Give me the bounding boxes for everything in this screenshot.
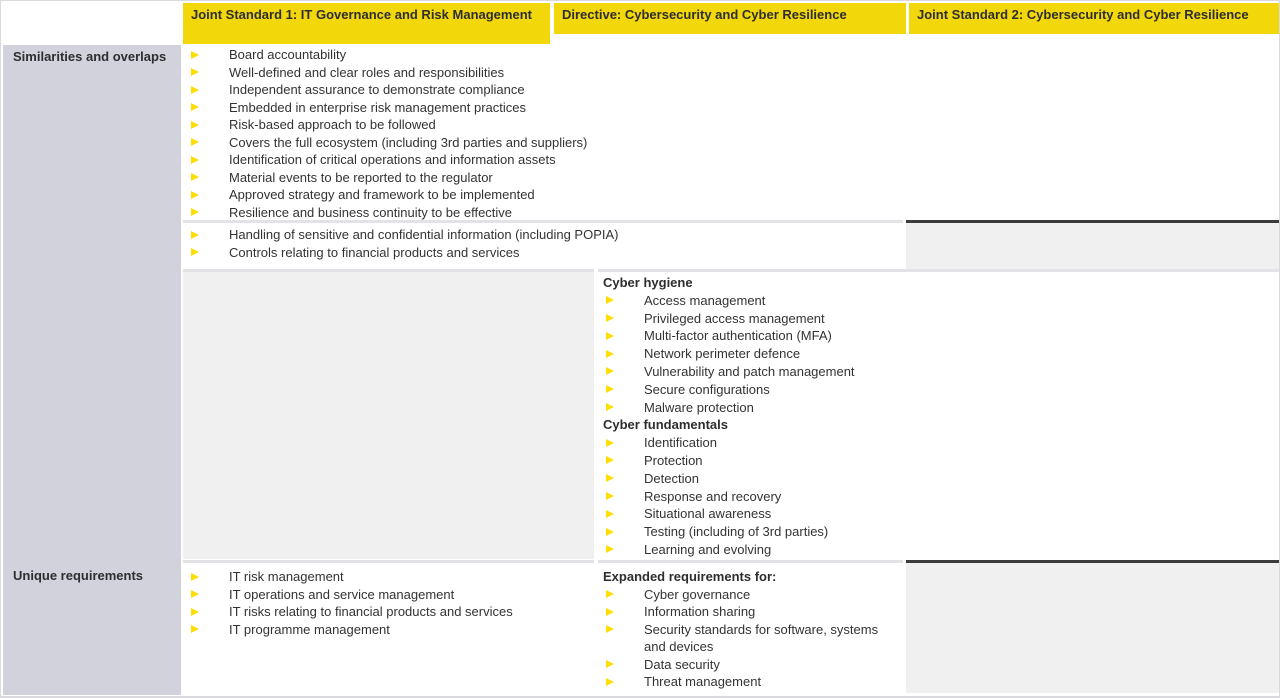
list-item-label: Embedded in enterprise risk management practices (229, 99, 526, 115)
list-item (183, 134, 1279, 152)
list-item (183, 99, 1279, 117)
list-item (598, 488, 1279, 506)
list-item (598, 586, 903, 604)
list-item (183, 81, 1279, 99)
list-item (183, 621, 594, 639)
list-subheading (598, 416, 1279, 434)
list-item-label: Threat management (644, 674, 762, 689)
list-subheading (598, 274, 1279, 292)
list-item-label: IT operations and service management (229, 586, 455, 602)
list-item-label: Data security (644, 656, 720, 672)
bullet-triangle-icon (191, 173, 199, 181)
bullet-triangle-icon (606, 367, 614, 375)
list-item-label: Learning and evolving (644, 541, 772, 557)
list-item-label: Well-defined and clear roles and responsibilities (229, 64, 505, 80)
bullet-triangle-icon (606, 545, 614, 553)
cell-directive-requirements (598, 269, 1279, 559)
list-item (183, 151, 1279, 169)
bullet-triangle-icon (191, 138, 199, 146)
bullet-triangle-icon (191, 208, 199, 216)
list-item (183, 586, 594, 604)
row-label-column (3, 45, 181, 695)
list-item-label: Cyber governance (644, 586, 751, 602)
list-item (598, 523, 1279, 541)
list-item-label: Vulnerability and patch management (644, 363, 855, 379)
bullet-triangle-icon (606, 332, 614, 340)
bullet-triangle-icon (191, 231, 199, 239)
bullet-triangle-icon (606, 678, 614, 686)
bullet-triangle-icon (191, 590, 199, 598)
list-item (598, 345, 1279, 363)
cell-empty-joint-standard-2-unique (906, 560, 1279, 693)
list-item-label: Protection (644, 452, 703, 468)
bullet-triangle-icon (606, 385, 614, 393)
row-label-similarities-and-overlaps: Similarities and overlaps (13, 49, 167, 64)
bullet-triangle-icon (606, 510, 614, 518)
list-item (598, 292, 1279, 310)
list-item (598, 452, 1279, 470)
cell-empty-joint-standard-1 (183, 269, 594, 559)
list-item (598, 470, 1279, 488)
list-item (598, 656, 903, 674)
bullet-triangle-icon (191, 51, 199, 59)
bullet-triangle-icon (606, 474, 614, 482)
list-item (598, 603, 903, 621)
list-item (183, 568, 594, 586)
bullet-triangle-icon (606, 660, 614, 668)
bullet-triangle-icon (191, 573, 199, 581)
bullet-triangle-icon (191, 68, 199, 76)
list-item (183, 204, 1279, 221)
list-item-label: Material events to be reported to the regulator (229, 169, 493, 185)
list-item (598, 381, 1279, 399)
list-item (183, 186, 1279, 204)
list-item (183, 226, 903, 244)
list-item-label: Network perimeter defence (644, 346, 801, 362)
bullet-triangle-icon (191, 248, 199, 256)
list-item (598, 541, 1279, 559)
header-cell-directive: Directive: Cybersecurity and Cyber Resilience (554, 3, 906, 34)
list-item-label: IT risk management (229, 569, 344, 584)
bullet-triangle-icon (606, 314, 614, 322)
list-item-label: Risk-based approach to be followed (229, 117, 436, 132)
list-subheading (598, 568, 903, 586)
list-subheading-label: Cyber hygiene (603, 275, 693, 290)
list-item-label: Approved strategy and framework to be implemented (229, 187, 535, 202)
list-item (183, 46, 1279, 64)
bullet-triangle-icon (191, 86, 199, 94)
list-item-label: Identification of critical operations and information assets (229, 152, 556, 167)
list-item (598, 310, 1279, 328)
row-label-unique-requirements: Unique requirements (13, 568, 144, 583)
bullet-triangle-icon (191, 625, 199, 633)
list-item (598, 327, 1279, 345)
list-item-label: Information sharing (644, 604, 756, 619)
bullet-triangle-icon (606, 456, 614, 464)
list-item-label: Independent assurance to demonstrate compliance (229, 82, 525, 97)
list-item-label: Situational awareness (644, 506, 772, 522)
bullet-triangle-icon (191, 608, 199, 616)
list-subheading-label: Cyber fundamentals (603, 417, 728, 433)
cell-unique-joint-standard-1 (183, 560, 594, 693)
list-item (183, 603, 594, 621)
cell-similarities-js1-and-directive (183, 220, 903, 269)
list-item (598, 399, 1279, 417)
list-item (183, 169, 1279, 187)
list-subheading-label: Expanded requirements for: (603, 569, 777, 584)
bullet-triangle-icon (606, 590, 614, 598)
bullet-triangle-icon (606, 350, 614, 358)
list-item-label: Multi-factor authentication (MFA) (644, 328, 832, 344)
list-item-label: Covers the full ecosystem (including 3rd parties and suppliers) (229, 134, 588, 150)
bullet-triangle-icon (191, 103, 199, 111)
bullet-triangle-icon (606, 439, 614, 447)
bullet-triangle-icon (191, 156, 199, 164)
list-item (598, 363, 1279, 381)
cell-unique-directive (598, 560, 903, 693)
bullet-triangle-icon (606, 625, 614, 633)
bullet-triangle-icon (606, 403, 614, 411)
bullet-triangle-icon (606, 608, 614, 616)
list-item (183, 64, 1279, 82)
list-item-label: Secure configurations (644, 381, 770, 397)
list-item (598, 434, 1279, 452)
list-item-label: Access management (644, 292, 766, 308)
bullet-triangle-icon (606, 492, 614, 500)
header-cell-joint-standard-1: Joint Standard 1: IT Governance and Risk Management (183, 3, 550, 44)
list-item-label: IT risks relating to financial products and services (229, 604, 513, 619)
list-item (598, 621, 903, 656)
list-item-label: Controls relating to financial products and services (229, 244, 520, 260)
list-item (598, 505, 1279, 523)
bullet-triangle-icon (191, 191, 199, 199)
list-item (183, 244, 903, 262)
list-item (183, 116, 1279, 134)
list-item-label: Testing (including of 3rd parties) (644, 524, 829, 540)
list-item-label: Board accountability (229, 47, 347, 62)
list-item (598, 673, 903, 691)
list-item-label: Privileged access management (644, 310, 825, 326)
cell-empty-joint-standard-2-overlap (906, 220, 1279, 269)
list-item-label: Detection (644, 470, 699, 486)
list-item-label: IT programme management (229, 621, 390, 637)
bullet-triangle-icon (606, 296, 614, 304)
list-item-label: Resilience and business continuity to be effective (229, 204, 513, 220)
cell-similarities-all-columns (183, 45, 1279, 220)
list-item-label: Security standards for software, systems and devices (644, 621, 879, 654)
list-item-label: Response and recovery (644, 488, 782, 504)
bullet-triangle-icon (191, 121, 199, 129)
list-item-label: Handling of sensitive and confidential information (including POPIA) (229, 227, 619, 242)
bullet-triangle-icon (606, 528, 614, 536)
list-item-label: Malware protection (644, 399, 754, 415)
list-item-label: Identification (644, 435, 717, 451)
header-cell-joint-standard-2: Joint Standard 2: Cybersecurity and Cyber Resilience (909, 3, 1279, 34)
